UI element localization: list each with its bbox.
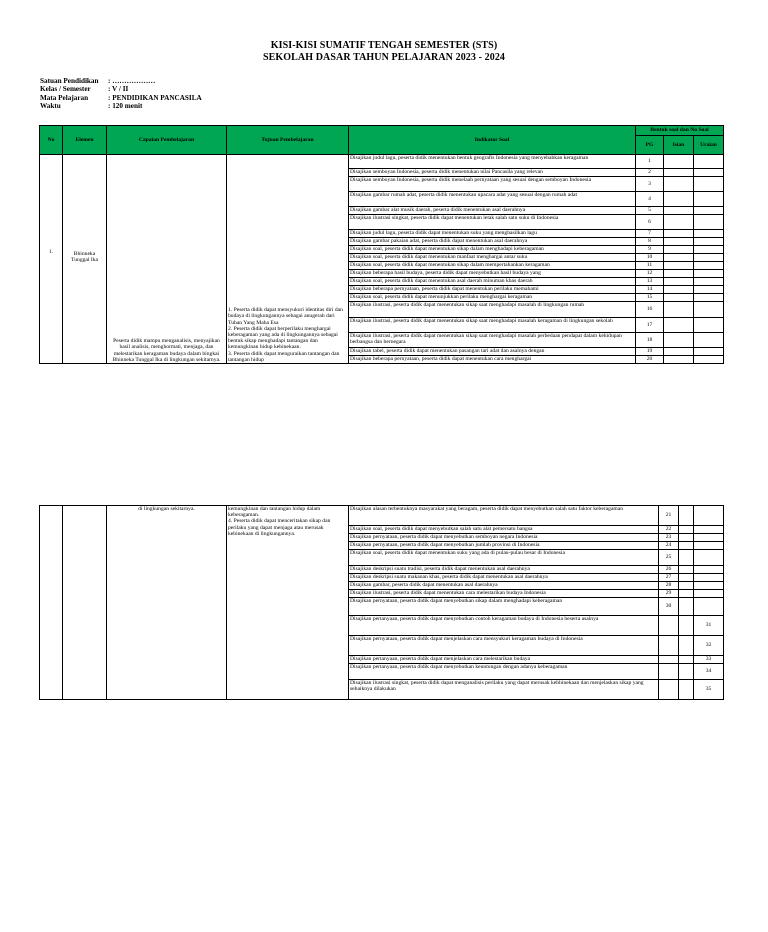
cell-indikator: Disajikan ilustrasi singkat, peserta didik dapat menentukan letak salah satu suku di Indonesia bbox=[349, 215, 636, 230]
cell-indikator: Disajikan pernyataan, peserta didik dapat menjelaskan cara mensyukuri keragaman budaya di Indonesia bbox=[349, 636, 659, 656]
cell-isian bbox=[664, 238, 694, 246]
cell-pg: 30 bbox=[659, 598, 679, 616]
meta-value: : ……………… bbox=[108, 77, 156, 85]
cell-pg: 5 bbox=[636, 207, 664, 215]
cell-isian bbox=[664, 302, 694, 318]
cell-uraian bbox=[694, 542, 724, 550]
cell-indikator: Disajikan ilustrasi, peserta didik dapat menentukan sikap saat menghadapi masalah keragaman di lingkungan sekolah bbox=[349, 318, 636, 333]
cell-uraian: 32 bbox=[694, 636, 724, 656]
header-uraian: Uraian bbox=[694, 136, 724, 155]
cell-uraian bbox=[694, 550, 724, 566]
cell-pg bbox=[659, 656, 679, 664]
document-title: KISI-KISI SUMATIF TENGAH SEMESTER (STS) bbox=[270, 40, 498, 51]
cell-uraian bbox=[694, 192, 724, 207]
cell-indikator: Disajikan pernyataan, peserta didik dapat menyebutkan semboyan negara Indonesia bbox=[349, 534, 659, 542]
cell-isian bbox=[664, 356, 694, 364]
cell-indikator: Disajikan beberapa hasil budaya, peserta didik dapat menyebutkan hasil budaya yang bbox=[349, 270, 636, 278]
cell-pg bbox=[659, 680, 679, 700]
cell-elemen: Bhinneka Tunggal Ika bbox=[63, 155, 107, 364]
cell-isian bbox=[679, 574, 694, 582]
cell-pg: 25 bbox=[659, 550, 679, 566]
cell-pg: 23 bbox=[659, 534, 679, 542]
cell-pg: 15 bbox=[636, 294, 664, 302]
cell-isian bbox=[679, 680, 694, 700]
header-isian: Isian bbox=[664, 136, 694, 155]
cell-isian bbox=[679, 566, 694, 574]
cell-indikator: Disajikan semboyan Indonesia, peserta didik menelaah pernyataan yang sesuai dengan semboyan Indonesia bbox=[349, 177, 636, 192]
meta-row bbox=[40, 85, 202, 93]
table-row bbox=[40, 155, 724, 169]
meta-row bbox=[40, 94, 202, 102]
cell-isian bbox=[664, 192, 694, 207]
cell-uraian bbox=[694, 574, 724, 582]
cell-uraian bbox=[694, 270, 724, 278]
cell-indikator: Disajikan soal, peserta didik dapat menunjukkan perilaku menghargai keragaman bbox=[349, 294, 636, 302]
cell-isian bbox=[664, 286, 694, 294]
cell-isian bbox=[679, 506, 694, 526]
meta-label: Satuan Pendidikan bbox=[40, 77, 99, 85]
cell-indikator: Disajikan soal, peserta didik dapat menentukan sikap dalam menghadapi keberagaman bbox=[349, 246, 636, 254]
cell-uraian bbox=[694, 169, 724, 177]
cell-isian bbox=[679, 582, 694, 590]
cell-pg: 1 bbox=[636, 155, 664, 169]
cell-uraian bbox=[694, 582, 724, 590]
cell-pg: 4 bbox=[636, 192, 664, 207]
cell-pg: 16 bbox=[636, 302, 664, 318]
cell-indikator: Disajikan soal, peserta didik dapat menentukan manfaat menghargai antar suku bbox=[349, 254, 636, 262]
cell-indikator: Disajikan semboyan Indonesia, peserta didik menentukan nilai Pancasila yang relevan bbox=[349, 169, 636, 177]
cell-uraian bbox=[694, 526, 724, 534]
cell-uraian bbox=[694, 207, 724, 215]
cell-tujuan: 1. Peserta didik dapat mensyukuri identitas diri dan budaya di lingkungannya sebagai anugerah dari Tuhan Yang Maha Esa 2. Peserta didik dapat berperilaku menghargai keberagaman yang ada di lingkungannya sebagai bentuk sikap menghadapi tantangan dan kemungkinan hidup kebinekaan. 3. Peserta didik dapat menguraikan tantangan dan tantangan hidup bbox=[227, 155, 349, 364]
cell-isian bbox=[664, 318, 694, 333]
cell-uraian: 34 bbox=[694, 664, 724, 680]
cell-indikator: Disajikan ilustrasi, peserta didik dapat menentukan cara melestarikan budaya Indonesia bbox=[349, 590, 659, 598]
cell-indikator: Disajikan ilustrasi singkat, peserta didik dapat menganalisis perilaku yang dapat merusak kebhinekaan dan menjelaskan sikap yang sebaiknya dilakukan bbox=[349, 680, 659, 700]
cell-isian bbox=[664, 270, 694, 278]
cell-pg: 14 bbox=[636, 286, 664, 294]
meta-value: : PENDIDIKAN PANCASILA bbox=[108, 93, 202, 102]
cell-indikator: Disajikan ilustrasi, peserta didik dapat menentukan sikap saat menghadapi masalah perbedaan pendapat dalam kehidupan berbangsa dan bernegara bbox=[349, 333, 636, 348]
cell-uraian bbox=[694, 155, 724, 169]
cell-isian bbox=[679, 550, 694, 566]
cell-indikator: Disajikan ilustrasi, peserta didik dapat menentukan sikap saat menghadapi masalah di lingkungan rumah bbox=[349, 302, 636, 318]
header-no: No bbox=[40, 126, 63, 155]
cell-isian bbox=[664, 207, 694, 215]
cell-no bbox=[40, 506, 63, 700]
cell-uraian bbox=[694, 294, 724, 302]
cell-isian bbox=[679, 664, 694, 680]
cell-uraian bbox=[694, 215, 724, 230]
cell-pg: 12 bbox=[636, 270, 664, 278]
cell-uraian bbox=[694, 356, 724, 364]
cell-uraian bbox=[694, 348, 724, 356]
cell-pg: 28 bbox=[659, 582, 679, 590]
cell-indikator: Disajikan alasan terbentuknya masyarakat yang beragam, peserta didik dapat menyebutkan salah satu faktor keberagaman bbox=[349, 506, 659, 526]
cell-indikator: Disajikan pernyataan, peserta didik dapat menyebutkan sikap dalam menghadapi keberagaman bbox=[349, 598, 659, 616]
header-capaian: Capaian Pembelajaran bbox=[107, 126, 227, 155]
cell-indikator: Disajikan soal, peserta didik dapat menentukan sikap dalam mempertahankan keragaman bbox=[349, 262, 636, 270]
meta-row bbox=[40, 102, 202, 110]
cell-uraian bbox=[694, 318, 724, 333]
meta-label: Kelas / Semester bbox=[40, 85, 91, 94]
cell-uraian bbox=[694, 177, 724, 192]
cell-indikator: Disajikan deskripsi suatu makanan khas, peserta didik dapat menentukan asal daerahnya bbox=[349, 574, 659, 582]
meta-row bbox=[40, 77, 202, 85]
kisi-kisi-table-page1 bbox=[39, 125, 724, 364]
cell-uraian bbox=[694, 286, 724, 294]
cell-uraian: 35 bbox=[694, 680, 724, 700]
cell-pg: 19 bbox=[636, 348, 664, 356]
cell-uraian bbox=[694, 230, 724, 238]
header-elemen: Elemen bbox=[63, 126, 107, 155]
cell-pg: 26 bbox=[659, 566, 679, 574]
header-tujuan: Tujuan Pembelajaran bbox=[227, 126, 349, 155]
cell-uraian bbox=[694, 534, 724, 542]
cell-pg: 10 bbox=[636, 254, 664, 262]
header-pg: PG bbox=[636, 136, 664, 155]
page-break bbox=[0, 424, 768, 505]
cell-indikator: Disajikan soal, peserta didik dapat menentukan suku yang ada di pulau-pulau besar di Indonesia bbox=[349, 550, 659, 566]
cell-tujuan: kemungkinan dan tantangan hidup dalam keberagaman. 4. Peserta didik dapat menceritakan sikap dan perilaku yang dapat menjaga atau merusak kebinekaan di lingkungannya. bbox=[227, 506, 349, 700]
cell-indikator: Disajikan soal, peserta didik dapat menentukan asal daerah minuman khas daerah bbox=[349, 278, 636, 286]
cell-uraian bbox=[694, 333, 724, 348]
cell-indikator: Disajikan soal, peserta didik dapat menyebutkan salah satu alat pemersatu bangsa bbox=[349, 526, 659, 534]
cell-isian bbox=[664, 294, 694, 302]
cell-indikator: Disajikan pertanyaan, peserta didik dapat menjelaskan cara melestarikan budaya bbox=[349, 656, 659, 664]
header-bentuk-soal: Bentuk soal dan No Soal bbox=[636, 126, 724, 136]
cell-indikator: Disajikan pertanyaan, peserta didik dapat menyebutkan keuntungan dengan adanya keberagaman bbox=[349, 664, 659, 680]
cell-capaian: Peserta didik mampu menganalisis, menyajikan hasil analisis, menghormati, menjaga, dan melestarikan keragaman budaya dalam bingkai Bhinneka Tunggal Ika di lingkungan sekitarnya. bbox=[107, 155, 227, 364]
cell-isian bbox=[664, 177, 694, 192]
cell-indikator: Disajikan beberapa pernyataan, peserta didik dapat menentukan cara menghargai bbox=[349, 356, 636, 364]
header-indikator: Indikator Soal bbox=[349, 126, 636, 155]
cell-indikator: Disajikan tabel, peserta didik dapat menentukan pasangan tari adat dan asalnya dengan bbox=[349, 348, 636, 356]
cell-indikator: Disajikan pertanyaan, peserta didik dapat menyebutkan contoh keragaman budaya di Indonesia beserta asalnya bbox=[349, 616, 659, 636]
meta-label: Mata Pelajaran bbox=[40, 93, 89, 102]
meta-value: : 120 menit bbox=[108, 102, 143, 111]
cell-indikator: Disajikan judul lagu, peserta didik dapat menentukan suku yang menghasilkan lagu bbox=[349, 230, 636, 238]
cell-pg: 13 bbox=[636, 278, 664, 286]
cell-isian bbox=[679, 616, 694, 636]
cell-isian bbox=[664, 246, 694, 254]
cell-indikator: Disajikan beberapa pernyataan, peserta didik dapat menentukan perilaku memahami bbox=[349, 286, 636, 294]
cell-indikator: Disajikan pernyataan, peserta didik dapat menyebutkan jumlah provinsi di Indonesia bbox=[349, 542, 659, 550]
cell-uraian bbox=[694, 246, 724, 254]
document-meta bbox=[40, 77, 202, 111]
cell-pg: 2 bbox=[636, 169, 664, 177]
cell-isian bbox=[664, 348, 694, 356]
cell-pg bbox=[659, 664, 679, 680]
cell-isian bbox=[664, 230, 694, 238]
cell-isian bbox=[679, 636, 694, 656]
cell-pg: 9 bbox=[636, 246, 664, 254]
cell-pg: 20 bbox=[636, 356, 664, 364]
cell-pg bbox=[659, 636, 679, 656]
cell-indikator: Disajikan gambar pakaian adat, peserta didik dapat menentukan asal daerahnya bbox=[349, 238, 636, 246]
cell-indikator: Disajikan gambar, peserta didik dapat menentukan asal daerahnya bbox=[349, 582, 659, 590]
cell-uraian bbox=[694, 278, 724, 286]
cell-pg: 24 bbox=[659, 542, 679, 550]
cell-isian bbox=[679, 656, 694, 664]
cell-no: 1. bbox=[40, 155, 63, 364]
cell-uraian: 31 bbox=[694, 616, 724, 636]
cell-uraian bbox=[694, 302, 724, 318]
cell-indikator: Disajikan gambar alat musik daerah, peserta didik menentukan asal daerahnya bbox=[349, 207, 636, 215]
cell-isian bbox=[664, 254, 694, 262]
cell-pg: 17 bbox=[636, 318, 664, 333]
cell-uraian bbox=[694, 566, 724, 574]
cell-uraian bbox=[694, 590, 724, 598]
document-subtitle: SEKOLAH DASAR TAHUN PELAJARAN 2023 - 2024 bbox=[262, 52, 506, 63]
cell-elemen bbox=[63, 506, 107, 700]
cell-pg: 6 bbox=[636, 215, 664, 230]
cell-isian bbox=[679, 534, 694, 542]
meta-value: : V / II bbox=[108, 85, 129, 94]
cell-pg bbox=[659, 616, 679, 636]
cell-isian bbox=[679, 526, 694, 534]
cell-isian bbox=[679, 542, 694, 550]
cell-uraian bbox=[694, 254, 724, 262]
kisi-kisi-table-page2 bbox=[39, 505, 724, 700]
cell-isian bbox=[679, 590, 694, 598]
cell-uraian: 33 bbox=[694, 656, 724, 664]
meta-label: Waktu bbox=[40, 102, 61, 111]
cell-indikator: Disajikan judul lagu, peserta didik menentukan bentuk geografis Indonesia yang menyebabkan keragaman bbox=[349, 155, 636, 169]
cell-pg: 3 bbox=[636, 177, 664, 192]
cell-pg: 22 bbox=[659, 526, 679, 534]
cell-isian bbox=[679, 598, 694, 616]
cell-isian bbox=[664, 262, 694, 270]
cell-pg: 7 bbox=[636, 230, 664, 238]
cell-isian bbox=[664, 278, 694, 286]
cell-isian bbox=[664, 155, 694, 169]
table-row bbox=[40, 506, 724, 526]
cell-indikator: Disajikan deskripsi suatu tradisi, peserta didik dapat menentukan asal daerahnya bbox=[349, 566, 659, 574]
cell-uraian bbox=[694, 598, 724, 616]
cell-capaian: di lingkungan sekitarnya. bbox=[107, 506, 227, 700]
cell-uraian bbox=[694, 238, 724, 246]
cell-pg: 27 bbox=[659, 574, 679, 582]
cell-isian bbox=[664, 215, 694, 230]
cell-pg: 18 bbox=[636, 333, 664, 348]
cell-pg: 21 bbox=[659, 506, 679, 526]
cell-pg: 11 bbox=[636, 262, 664, 270]
cell-indikator: Disajikan gambar rumah adat, peserta didik menentukan upacara adat yang sesuai dengan rumah adat bbox=[349, 192, 636, 207]
cell-isian bbox=[664, 333, 694, 348]
cell-uraian bbox=[694, 506, 724, 526]
cell-isian bbox=[664, 169, 694, 177]
cell-pg: 8 bbox=[636, 238, 664, 246]
cell-pg: 29 bbox=[659, 590, 679, 598]
cell-uraian bbox=[694, 262, 724, 270]
